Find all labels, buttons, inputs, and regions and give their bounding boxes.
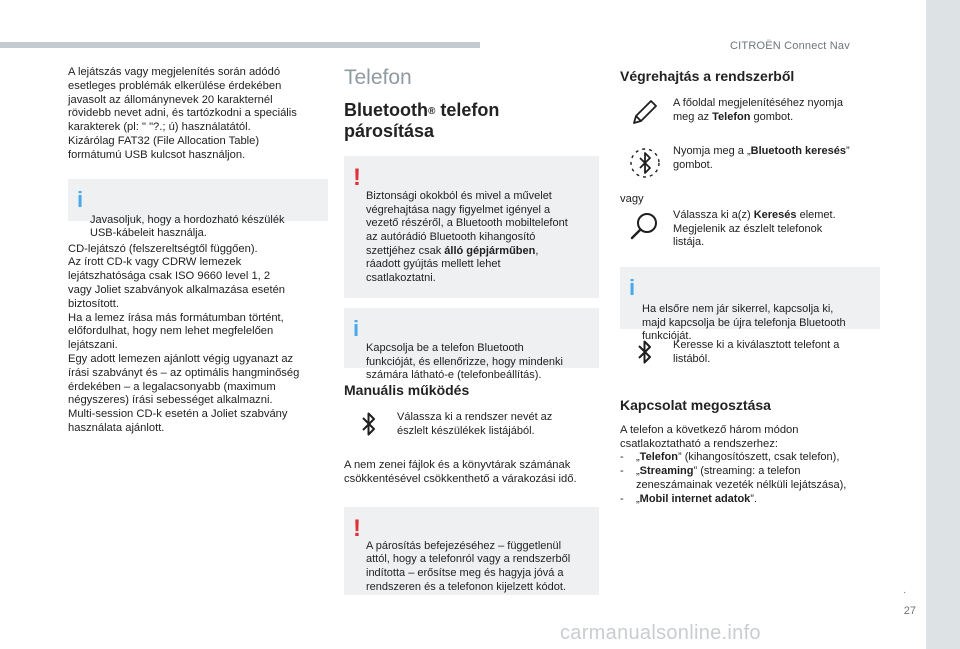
item-text: „ bbox=[636, 465, 640, 478]
sharing-intro: A telefon a következő három módon csatlakoztatható a rendszerhez: bbox=[620, 423, 799, 450]
info-icon: i bbox=[629, 274, 636, 300]
or-label: vagy bbox=[620, 193, 644, 205]
step-text-part: Válassza ki a(z) bbox=[673, 208, 754, 221]
list-dash: - bbox=[620, 492, 624, 505]
header-rule bbox=[0, 42, 480, 48]
step-text-part: A főoldal megjelenítéséhez nyomja meg az bbox=[673, 97, 843, 123]
heading-part: telefon bbox=[435, 100, 500, 120]
manual-operation-heading: Manuális működés bbox=[344, 382, 470, 398]
warning-text: , ráadott gyújtás mellett lehet csatlakoztatni. bbox=[366, 244, 539, 284]
step-text-part: gombot. bbox=[750, 110, 794, 123]
page-dot: . bbox=[903, 585, 906, 596]
item-text: „ bbox=[636, 492, 640, 505]
list-dash: - bbox=[620, 465, 624, 478]
info-note-bluetooth-on bbox=[344, 308, 599, 382]
warning-text: A párosítás befejezéséhez – függetlenül attól, hogy a telefonról vagy a rendszerből indította – erősítse meg és hagyja jóvá a rendszeren és a telefonon kijelzett kódot. bbox=[366, 539, 571, 593]
item-text-bold: Telefon bbox=[639, 451, 678, 464]
section-title: Telefon bbox=[344, 66, 412, 89]
bluetooth-icon bbox=[344, 411, 394, 451]
info-note-text: Javasoljuk, hogy a hordozható készülék USB-kábeleit használja. bbox=[90, 213, 285, 240]
list-item-text bbox=[636, 465, 846, 493]
step-manual-select bbox=[344, 411, 599, 453]
warning-note-safety bbox=[344, 156, 599, 298]
item-text: „ bbox=[636, 451, 640, 464]
column-1 bbox=[68, 66, 328, 436]
column-2 bbox=[344, 66, 599, 595]
bluetooth-icon bbox=[620, 145, 670, 185]
step-text: Válassza ki a rendszer nevét az észlelt készülékek listájából. bbox=[397, 411, 553, 437]
warning-icon: ! bbox=[353, 164, 361, 191]
info-note-usb-cable bbox=[68, 179, 328, 240]
list-item bbox=[620, 493, 880, 507]
bluetooth-pairing-heading bbox=[344, 100, 599, 142]
search-icon bbox=[620, 209, 670, 249]
watermark: carmanualsonline.info bbox=[560, 622, 761, 644]
list-item-text bbox=[636, 451, 839, 465]
registered-mark: ® bbox=[427, 106, 436, 117]
list-item-text bbox=[636, 493, 757, 507]
step-press-phone bbox=[620, 97, 880, 139]
step-bluetooth-search bbox=[620, 145, 880, 189]
sharing-list bbox=[620, 451, 880, 506]
page-side-strip bbox=[926, 0, 960, 649]
warning-text: Biztonsági okokból és mivel a művelet végrehajtása nagy figyelmet igényel a vezető részéről, a Bluetooth mobiltelefont az autórádió Bluetooth kihangosító szettjéhez csak bbox=[366, 190, 568, 257]
info-note-retry bbox=[620, 267, 880, 343]
system-execution-heading: Végrehajtás a rendszerből bbox=[620, 68, 795, 84]
step-text-part: ” gombot. bbox=[673, 145, 850, 171]
list-item bbox=[620, 451, 880, 465]
info-icon: i bbox=[353, 316, 360, 341]
warning-text-bold: álló gépjárműben bbox=[444, 244, 536, 257]
cd-paragraph: CD-lejátszó (felszereltségtől függően). Az írott CD-k vagy CDRW lemezek lejátszhatósága csak ISO 9660 level 1, 2 vagy Joliet szabványok alkalmazása esetén biztosított. Ha a lemez írása más formátumban történt, előfordulhat, hogy nem lehet megfelelően lejátszani. Egy adott lemezen ajánlott végig ugyanazt az írási szabványt és – az optimális hangminőség érdekében – a legalacsonyabb (maximum négyszeres) írási sebességet alkalmazni. Multi-session CD-k esetén a Joliet szabvány használata ajánlott. bbox=[68, 242, 300, 434]
item-text: ” (kihangosítószett, csak telefon), bbox=[677, 451, 840, 464]
column-3 bbox=[620, 66, 880, 507]
files-paragraph: A nem zenei fájlok és a könyvtárak számának csökkentésével csökkenthető a várakozási idő. bbox=[344, 459, 577, 485]
heading-part: Bluetooth bbox=[344, 100, 428, 120]
heading-part: párosítása bbox=[344, 121, 435, 141]
info-icon: i bbox=[77, 186, 84, 212]
item-text-bold: Mobil internet adatok bbox=[639, 492, 751, 505]
warning-icon: ! bbox=[353, 514, 361, 542]
bluetooth-icon bbox=[620, 339, 670, 379]
step-text-part: Nyomja meg a „ bbox=[673, 145, 751, 157]
header-title: CITROËN Connect Nav bbox=[730, 40, 850, 52]
step-text-bold: Bluetooth keresés bbox=[750, 145, 847, 157]
item-text-bold: Streaming bbox=[639, 465, 694, 478]
info-note-text: Ha elsőre nem jár sikerrel, kapcsolja ki, majd kapcsolja be újra telefonja Bluetooth funkcióját. bbox=[642, 302, 846, 343]
info-note-text: Kapcsolja be a telefon Bluetooth funkcióját, és ellenőrizze, hogy mindenki számára látható-e (telefonbeállítás). bbox=[366, 342, 563, 382]
step-text-bold: Telefon bbox=[712, 110, 751, 123]
page-number: 27 bbox=[903, 605, 916, 617]
usb-paragraph: A lejátszás vagy megjelenítés során adódó esetleges problémák elkerülése érdekében javasolt az állománynevek 20 karakternél rövidebb nevet adni, és tartózkodni a speciális karakterek (pl: " "?.; ú) használatától. Kizárólag FAT32 (File Allocation Table) formátumú USB kulcsot használjon. bbox=[68, 66, 297, 161]
warning-note-confirm-code bbox=[344, 507, 599, 595]
step-select-search bbox=[620, 209, 880, 261]
item-text: ” (streaming: a telefon zeneszámainak vezeték nélküli lejátszása), bbox=[636, 465, 847, 491]
connection-sharing-heading: Kapcsolat megosztása bbox=[620, 396, 771, 413]
step-select-phone bbox=[620, 339, 880, 381]
item-text: ”. bbox=[750, 492, 758, 505]
step-text: Keresse ki a kiválasztott telefont a listából. bbox=[673, 338, 840, 365]
step-text-part: elemet. Megjelenik az észlelt telefonok listája. bbox=[673, 208, 836, 249]
pencil-icon bbox=[620, 97, 670, 137]
step-text-bold: Keresés bbox=[753, 208, 797, 221]
list-dash: - bbox=[620, 451, 624, 464]
list-item bbox=[620, 465, 880, 493]
